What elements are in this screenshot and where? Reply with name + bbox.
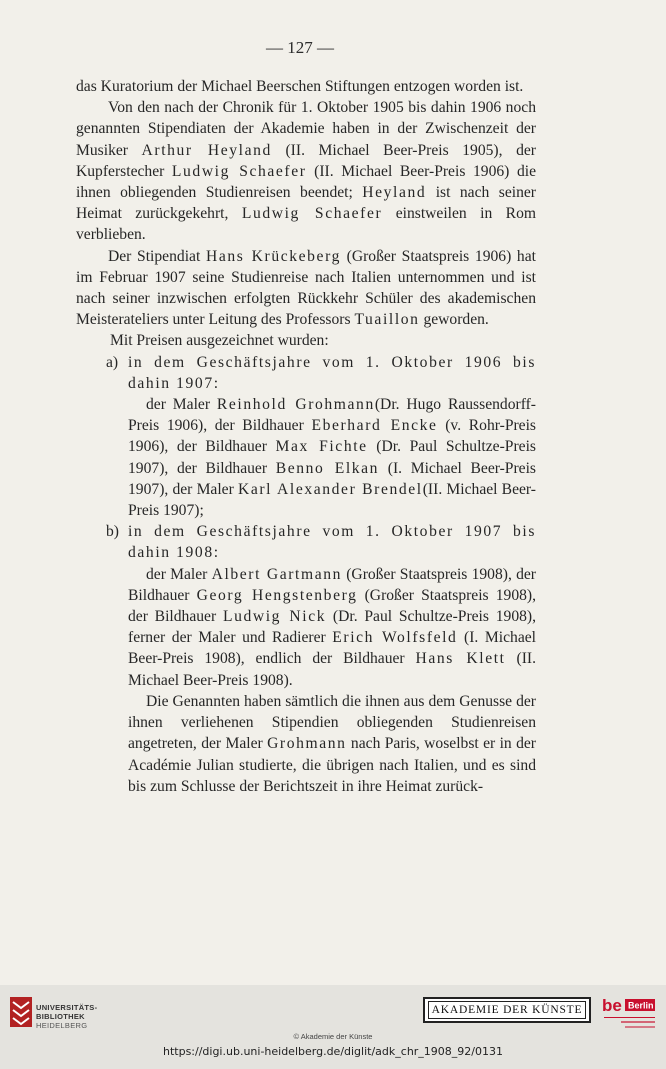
paragraph-2: Von den nach der Chronik für 1. Oktober 1905 bis dahin 1906 noch genannten Stipendiaten der Akademie haben in der Zwischenzeit der Musiker Arthur Heyland (II. Michael Beer-Preis 1905), der Kupferstecher Ludwig Schaefer (II. Michael Beer-Preis 1906) die ihnen obliegenden Studienreisen beendet; Heyland ist nach seiner Heimat zurückgekehrt, Ludwig Schaefer einstweilen in Rom verblieben. [76, 99, 537, 244]
paragraph-4: Mit Preisen ausgezeichnet wurden: [110, 332, 329, 350]
copyright-text: © Akademie der Künste [293, 1032, 373, 1041]
paragraph-1: das Kuratorium der Michael Beerschen Stiftungen entzogen worden ist. [76, 78, 524, 95]
library-crest-icon [8, 993, 34, 1033]
svg-text:be: be [602, 996, 622, 1015]
source-url[interactable]: https://digi.ub.uni-heidelberg.de/diglit/adk_chr_1908_92/0131 [162, 1045, 504, 1058]
list-label: a) [106, 353, 119, 371]
body-text [76, 76, 536, 797]
paragraph-5: Die Genannten haben sämtlich die ihnen aus dem Genusse der ihnen verliehenen Stipendien obliegenden Studienreisen angetreten, der Maler Grohmann nach Paris, woselbst er in der Académie Julian studierte, die übrigen nach Italien, und es sind bis zum Schlusse der Berichtszeit in ihre Heimat zurück- [128, 692, 536, 795]
paragraph-3: Der Stipendiat Hans Krückeberg (Großer Staatspreis 1906) hat im Februar 1907 seine Studienreise nach Italien unternommen und ist nach seiner inzwischen erfolgten Rückkehr Schüler des akademischen Meisterateliers unter Leitung des Professors Tuaillon geworden. [76, 247, 536, 329]
list-heading: in dem Geschäftsjahre vom 1. Oktober 1907 bis dahin 1908: [128, 523, 536, 562]
list-body: der Maler Reinhold Grohmann(Dr. Hugo Raussendorff-Preis 1906), der Bildhauer Eberhard Encke (v. Rohr-Preis 1906), der Bildhauer Max Fichte (Dr. Paul Schultze-Preis 1907), der Bildhauer Benno Elkan (I. Michael Beer-Preis 1907), der Maler Karl Alexander Brendel(II. Michael Beer-Preis 1907); [128, 396, 537, 520]
list-item-b [76, 521, 536, 797]
page-number: — 127 — [266, 38, 334, 57]
university-library-logo[interactable] [8, 993, 148, 1033]
list-label: b) [106, 523, 119, 541]
library-name: UNIVERSITÄTS- BIBLIOTHEK HEIDELBERG [36, 1003, 98, 1030]
viewer-footer [0, 985, 666, 1069]
akademie-logo[interactable] [423, 997, 591, 1023]
akademie-label: AKADEMIE DER KÜNSTE [428, 1001, 586, 1019]
list-body: der Maler Albert Gartmann (Großer Staatspreis 1908), der Bildhauer Georg Hengstenberg (Großer Staatspreis 1908), der Bildhauer Ludwig Nick (Dr. Paul Schultze-Preis 1908), ferner der Maler und Radierer Erich Wolfsfeld (I. Michael Beer-Preis 1908), endlich der Bildhauer Hans Klett (II. Michael Beer-Preis 1908). [128, 565, 537, 689]
list-item-a [76, 352, 536, 522]
berlin-logo[interactable] [601, 993, 659, 1035]
berlin-logo-icon [601, 993, 659, 1035]
list-heading: in dem Geschäftsjahre vom 1. Oktober 1906 bis dahin 1907: [128, 353, 536, 392]
svg-text:Berlin: Berlin [628, 1000, 654, 1011]
